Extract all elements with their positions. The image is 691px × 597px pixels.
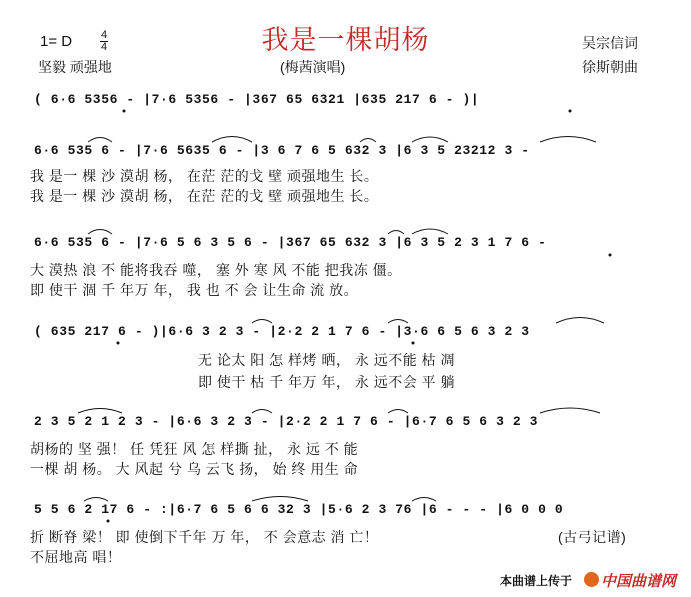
- slur-mark: [252, 410, 272, 414]
- score-row-5-lyric-1: 胡杨的 坚 强！ 任 凭狂 风 怎 样撕 扯， 永 远 不 能: [30, 441, 359, 457]
- score-row-3-lyric-2: 即 使干 涸 千 年万 年， 我 也 不 会 让生命 流 放。: [30, 282, 359, 298]
- slur-mark: [360, 139, 376, 143]
- octave-dot: [123, 110, 126, 113]
- score-row-1-notes: ( 6·6 5356 - |7·6 5356 - |367 65 6321 |635 217 6 - )|: [34, 92, 480, 107]
- score-row-6-lyric-1: 折 断脊 梁！ 即 使倒下千年 万 年， 不 会意志 消 亡！: [30, 529, 379, 545]
- time-signature-bottom: 4: [100, 41, 108, 53]
- slur-mark: [412, 498, 436, 502]
- upload-notice: 本曲谱上传于: [500, 574, 573, 588]
- octave-dot: [569, 110, 572, 113]
- time-signature-top: 4: [100, 29, 108, 41]
- score-row-4-lyric-2: 即 使干 枯 千 年万 年， 永 远不会 平 躺: [198, 374, 456, 390]
- score-row-5-notes: 2 3 5 2 1 2 3 - |6·6 3 2 3 - |2·2 2 1 7 6 - |6·7 6 5 6 3 2 3: [34, 414, 539, 429]
- score-row-2-lyric-2: 我 是一 棵 沙 漠胡 杨， 在茫 茫的戈 壁 顽强地生 长。: [30, 188, 379, 204]
- score-row-3-notes: 6·6 535 6 - |7·6 5 6 3 5 6 - |367 65 632 3 |6 3 5 2 3 1 7 6 -: [34, 235, 547, 250]
- composer-credit: 徐斯朝曲: [582, 59, 638, 75]
- slur-mark: [388, 231, 404, 235]
- octave-dot: [609, 254, 612, 257]
- slur-mark: [88, 230, 112, 235]
- site-name[interactable]: 中国曲谱网: [601, 573, 677, 590]
- score-row-6-lyric-2: 不屈地高 唱！: [30, 549, 122, 565]
- score-row-6-notes: 5 5 6 2 17 6 - :|6·7 6 5 6 6 32 3 |5·6 2 3 76 |6 - - - |6 0 0 0: [34, 502, 564, 517]
- site-logo-icon: [584, 572, 599, 587]
- slur-mark: [388, 410, 408, 414]
- score-row-2-notes: 6·6 535 6 - |7·6 5635 6 - |3 6 7 6 5 632 3 |6 3 5 23212 3 -: [34, 143, 530, 158]
- slur-mark: [412, 229, 448, 234]
- score-row-4-notes: ( 635 217 6 - )|6·6 3 2 3 - |2·2 2 1 7 6 - |3·6 6 5 6 3 2 3: [34, 324, 530, 339]
- octave-dot: [117, 342, 120, 345]
- slur-mark: [88, 138, 112, 143]
- octave-dot: [412, 342, 415, 345]
- slur-mark: [212, 137, 252, 143]
- slur-mark: [540, 408, 600, 413]
- key-signature: 1= D: [40, 33, 73, 50]
- tempo-marking: 坚毅 顽强地: [38, 59, 112, 75]
- song-title: 我是一棵胡杨: [261, 25, 430, 55]
- slur-mark: [556, 318, 604, 324]
- transcriber-credit: (古弓记谱): [558, 529, 627, 545]
- slur-mark: [412, 137, 448, 142]
- slur-mark: [84, 498, 108, 502]
- score-row-5-lyric-2: 一棵 胡 杨。 大 风起 兮 乌 云飞 扬， 始 终 用生 命: [30, 461, 359, 477]
- score-row-4-lyric-1: 无 论太 阳 怎 样烤 晒， 永 远不能 枯 凋: [198, 352, 456, 368]
- slur-mark: [78, 409, 122, 414]
- score-row-3-lyric-1: 大 漠热 浪 不 能将我吞 噬， 塞 外 寒 风 不能 把我冻 僵。: [30, 262, 402, 278]
- singer-credit: (梅茜演唱): [280, 59, 346, 75]
- octave-dot: [107, 520, 110, 523]
- slur-mark: [252, 320, 272, 324]
- slur-mark: [252, 497, 308, 502]
- score-row-2-lyric-1: 我 是一 棵 沙 漠胡 杨， 在茫 茫的戈 壁 顽强地生 长。: [30, 168, 379, 184]
- lyricist-credit: 吴宗信词: [582, 35, 638, 51]
- slur-mark: [388, 320, 408, 324]
- slur-mark: [540, 137, 596, 143]
